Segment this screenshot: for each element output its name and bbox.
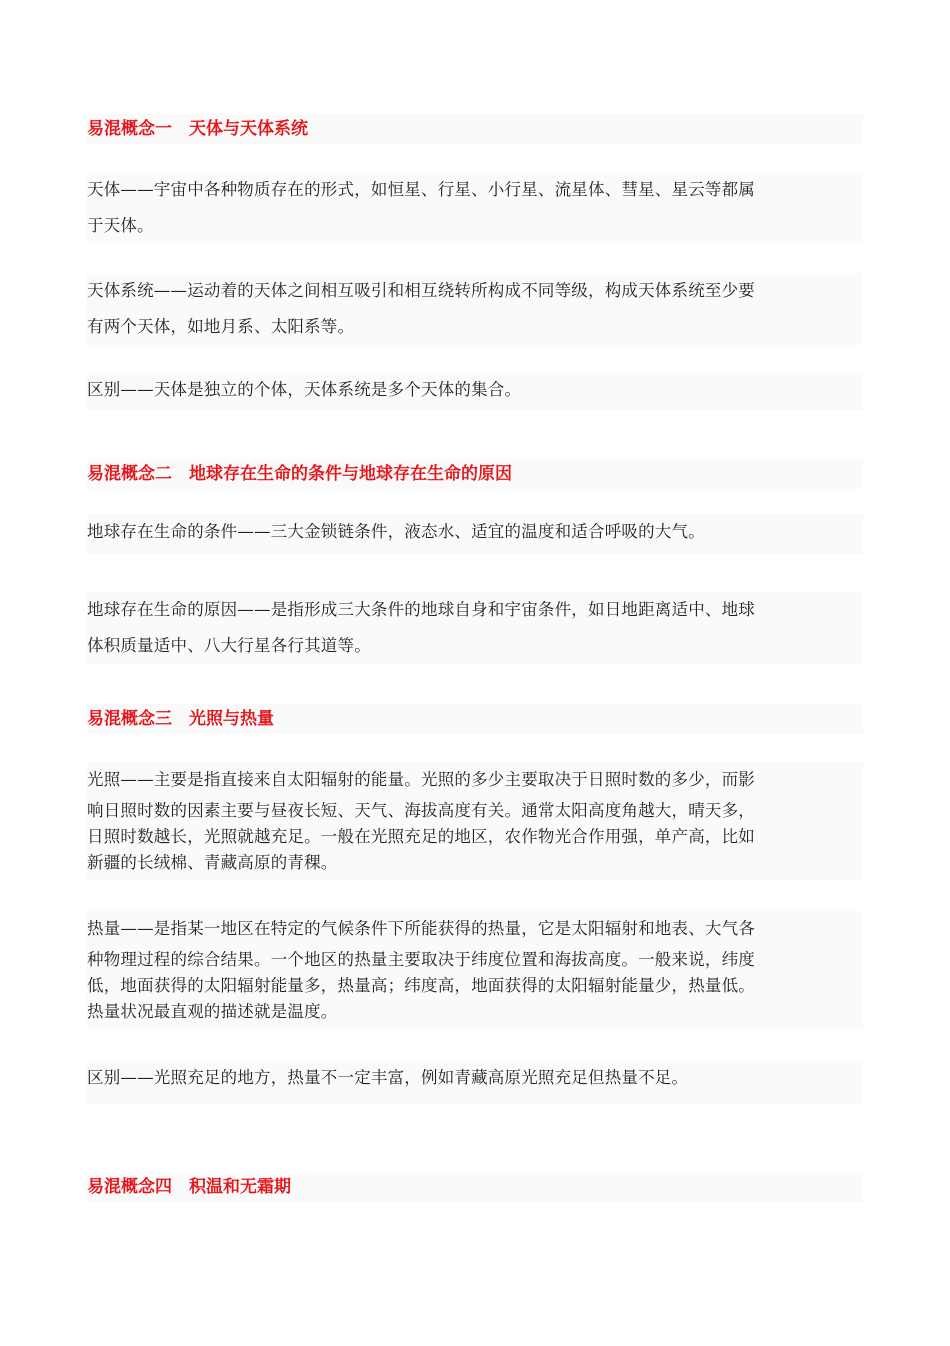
paragraph-line: 低，地面获得的太阳辐射能量多，热量高；纬度高，地面获得的太阳辐射能量少，热量低。 [87, 976, 755, 995]
paragraph-line: 天体——宇宙中各种物质存在的形式，如恒星、行星、小行星、流星体、彗星、星云等都属 [87, 180, 755, 199]
paragraph-line: 体积质量适中、八大行星各行其道等。 [87, 636, 371, 655]
paragraph-tianti [87, 172, 863, 244]
paragraph-line: 日照时数越长，光照就越充足。一般在光照充足的地区，农作物光合作用强，单产高，比如 [87, 827, 755, 846]
paragraph-line: 光照——主要是指直接来自太阳辐射的能量。光照的多少主要取决于日照时数的多少，而影 [87, 770, 755, 789]
section-heading-4: 易混概念四 积温和无霜期 [87, 1172, 863, 1202]
paragraph-line: 区别——天体是独立的个体，天体系统是多个天体的集合。 [87, 380, 522, 399]
section-heading-2: 易混概念二 地球存在生命的条件与地球存在生命的原因 [87, 459, 863, 489]
paragraph-guangzhao [87, 762, 863, 880]
paragraph-line: 新疆的长绒棉、青藏高原的青稞。 [87, 853, 338, 872]
paragraph-reliang [87, 911, 863, 1029]
section-heading-1: 易混概念一 天体与天体系统 [87, 114, 863, 144]
paragraph-line: 有两个天体，如地月系、太阳系等。 [87, 317, 355, 336]
paragraph-qubie-1 [87, 372, 863, 410]
paragraph-line: 于天体。 [87, 216, 154, 235]
paragraph-line: 地球存在生命的原因——是指形成三大条件的地球自身和宇宙条件，如日地距离适中、地球 [87, 600, 755, 619]
paragraph-line: 区别——光照充足的地方，热量不一定丰富，例如青藏高原光照充足但热量不足。 [87, 1068, 689, 1087]
paragraph-tianti-xitong [87, 273, 863, 345]
paragraph-qubie-2 [87, 1060, 863, 1104]
section-heading-3: 易混概念三 光照与热量 [87, 704, 863, 734]
paragraph-line: 热量——是指某一地区在特定的气候条件下所能获得的热量，它是太阳辐射和地表、大气各 [87, 919, 755, 938]
paragraph-line: 天体系统——运动着的天体之间相互吸引和相互绕转所构成不同等级，构成天体系统至少要 [87, 281, 755, 300]
paragraph-line: 响日照时数的因素主要与昼夜长短、天气、海拔高度有关。通常太阳高度角越大，晴天多， [87, 801, 755, 820]
paragraph-line: 种物理过程的综合结果。一个地区的热量主要取决于纬度位置和海拔高度。一般来说，纬度 [87, 950, 755, 969]
paragraph-shengming-tiaojian [87, 514, 863, 554]
paragraph-line: 地球存在生命的条件——三大金锁链条件，液态水、适宜的温度和适合呼吸的大气。 [87, 522, 705, 541]
paragraph-shengming-yuanyin [87, 592, 863, 664]
paragraph-line: 热量状况最直观的描述就是温度。 [87, 1002, 338, 1021]
